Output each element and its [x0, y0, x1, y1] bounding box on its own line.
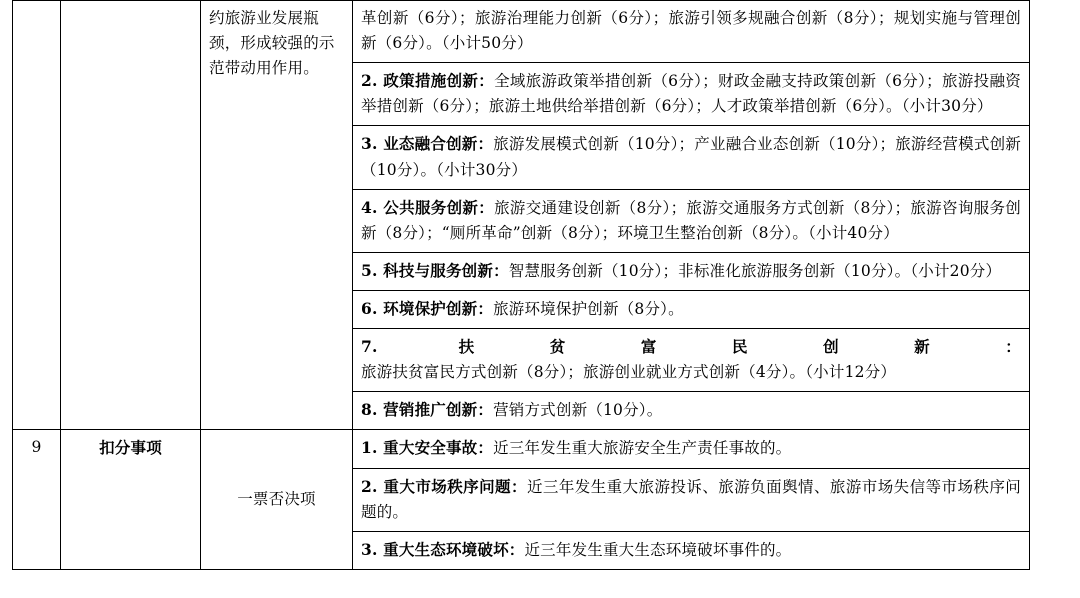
row-body-cell: 2. 重大市场秩序问题：近三年发生重大旅游投诉、旅游负面舆情、旅游市场失信等市场秩序问题的。 [353, 468, 1030, 531]
row-body-cell: 7. 扶贫富民创新：旅游扶贫富民方式创新（8分）；旅游创业就业方式创新（4分）。（小计12分） [353, 329, 1030, 392]
row-body-cell: 3. 业态融合创新：旅游发展模式创新（10分）；产业融合业态创新（10分）；旅游经营模式创新（10分）。（小计30分） [353, 126, 1030, 189]
row-number-cell [13, 1, 61, 430]
row-body-cell: 3. 重大生态环境破坏：近三年发生重大生态环境破坏事件的。 [353, 531, 1030, 569]
row-body-cell: 8. 营销推广创新：营销方式创新（10分）。 [353, 392, 1030, 430]
body-label: 4. 公共服务创新： [361, 197, 495, 217]
body-label: 8. 营销推广创新： [361, 400, 494, 420]
row-subcategory-cell: 一票否决项 [201, 430, 353, 569]
row-body-cell: 2. 政策措施创新：全域旅游政策举措创新（6分）；财政金融支持政策创新（6分）；旅游投融资举措创新（6分）；旅游土地供给举措创新（6分）；人才政策举措创新（6分）。（小计30分） [353, 63, 1030, 126]
table-row [13, 1, 1030, 63]
row-body-cell: 革创新（6分）；旅游治理能力创新（6分）；旅游引领多规融合创新（8分）；规划实施与管理创新（6分）。（小计50分） [353, 1, 1030, 63]
body-label: 2. 重大市场秩序问题： [361, 476, 527, 496]
body-label: 7. 扶贫富民创新： [361, 337, 1021, 357]
row-number-cell: 9 [13, 430, 61, 569]
row-body-cell: 6. 环境保护创新：旅游环境保护创新（8分）。 [353, 290, 1030, 328]
body-label: 3. 业态融合创新： [361, 134, 494, 154]
body-label: 5. 科技与服务创新： [361, 260, 509, 280]
row-subcategory-cell: 约旅游业发展瓶颈，形成较强的示范带动用作用。 [201, 1, 353, 430]
body-label: 1. 重大安全事故： [361, 438, 494, 458]
body-label: 3. 重大生态环境破坏： [361, 539, 525, 559]
body-label: 2. 政策措施创新： [361, 71, 495, 91]
row-body-cell: 4. 公共服务创新：旅游交通建设创新（8分）；旅游交通服务方式创新（8分）；旅游咨询服务创新（8分）；“厕所革命”创新（8分）；环境卫生整治创新（8分）。（小计40分） [353, 189, 1030, 252]
row-category-cell: 扣分事项 [61, 430, 201, 569]
row-body-cell: 1. 重大安全事故：近三年发生重大旅游安全生产责任事故的。 [353, 430, 1030, 468]
body-label: 6. 环境保护创新： [361, 298, 494, 318]
table-row [13, 430, 1030, 468]
row-category-cell [61, 1, 201, 430]
row-body-cell: 5. 科技与服务创新：智慧服务创新（10分）；非标准化旅游服务创新（10分）。（小计20分） [353, 252, 1030, 290]
evaluation-criteria-table [12, 0, 1030, 570]
